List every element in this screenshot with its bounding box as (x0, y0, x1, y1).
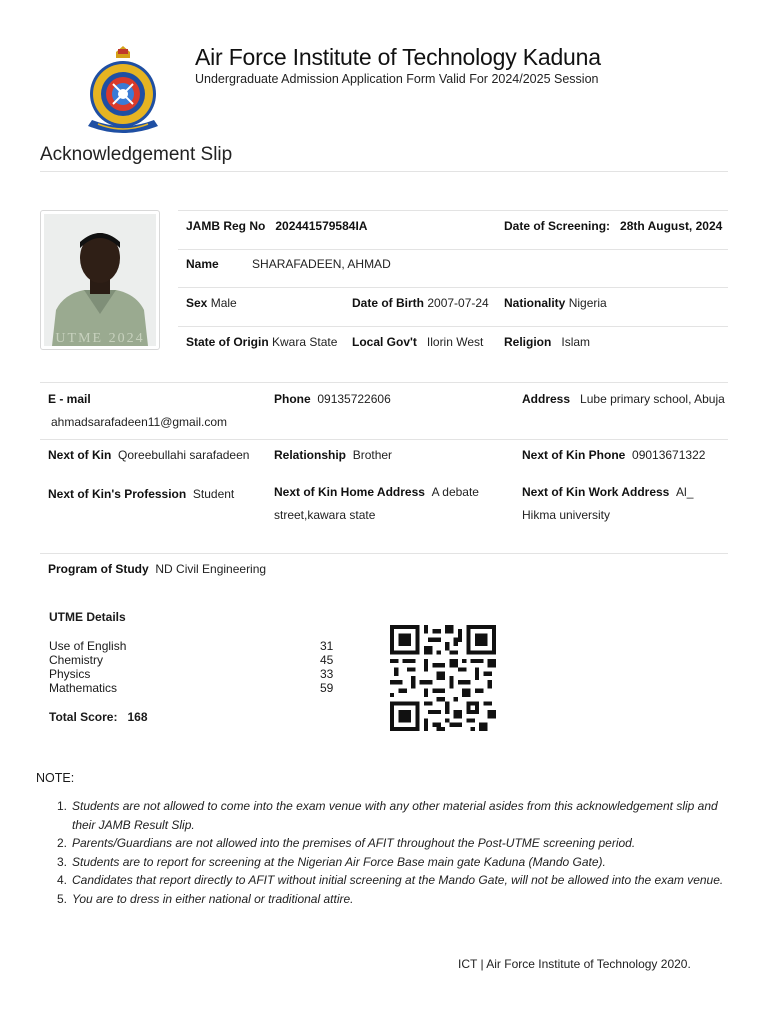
address-value: Lube primary school, Abuja (580, 392, 725, 406)
phone-value: 09135722606 (317, 392, 391, 406)
note-item: 5. You are to dress in either national or traditional attire. (57, 891, 354, 906)
state-of-origin (186, 335, 337, 349)
divider (40, 553, 728, 554)
note-text: Students are not allowed to come into the exam venue with any other material asides from this acknowledgement slip and their JAMB Result Slip. (72, 799, 718, 832)
total-score (49, 710, 148, 724)
applicant-photo (40, 210, 160, 350)
program-label: Program of Study (48, 562, 149, 576)
email-value: ahmadsarafadeen11@gmail.com (51, 415, 228, 429)
divider (178, 210, 728, 211)
institution-title: Air Force Institute of Technology Kaduna (195, 44, 601, 70)
address-label: Address (522, 392, 571, 406)
kin-value: Qoreebullahi sarafadeen (118, 448, 250, 462)
subject-name: Use of English (49, 639, 127, 653)
dob-value: 2007-07-24 (427, 296, 489, 310)
screening-date (504, 219, 722, 233)
form-subtitle: Undergraduate Admission Application Form Valid For 2024/2025 Session (195, 72, 599, 86)
program-of-study (48, 562, 266, 576)
divider (178, 287, 728, 288)
nationality-label: Nationality (504, 296, 566, 310)
date-of-birth (352, 296, 489, 310)
note-item: 4. Candidates that report directly to AFIT without initial screening at the Mando Gate, will not be allowed into the exam venue. (57, 873, 724, 887)
nationality-value: Nigeria (568, 296, 607, 310)
name-value: SHARAFADEEN, AHMAD (252, 257, 391, 271)
religion (504, 335, 590, 349)
phone-label: Phone (274, 392, 311, 406)
note-text: Candidates that report directly to AFIT without initial screening at the Mando Gate, will not be allowed into the exam venue. (72, 873, 724, 887)
jamb-reg-label: JAMB Reg No (186, 219, 266, 233)
kin-home-address (274, 481, 484, 527)
state-value: Kwara State (272, 335, 338, 349)
email-label-cell (48, 392, 91, 406)
kin-label: Next of Kin (48, 448, 112, 462)
slip-title: Acknowledgement Slip (40, 144, 233, 165)
subject-score: 45 (320, 653, 334, 667)
subject-name: Chemistry (49, 653, 104, 667)
state-label: State of Origin (186, 335, 269, 349)
kin-phone (522, 448, 705, 462)
sex-value: Male (210, 296, 237, 310)
kin-profession-label: Next of Kin's Profession (48, 487, 187, 501)
religion-value: Islam (561, 335, 591, 349)
kin-home-value: A debate street,kawara state (274, 485, 479, 522)
photo-watermark: UTME 2024 (55, 331, 145, 346)
subject-score: 59 (320, 681, 334, 695)
phone (274, 392, 391, 406)
note-item: 3. Students are to report for screening at the Nigerian Air Force Base main gate Kaduna (Mando Gate). (57, 854, 606, 869)
dob-label: Date of Birth (352, 296, 424, 310)
sex-label: Sex (186, 296, 208, 310)
jamb-reg-no (186, 219, 367, 233)
kin-phone-value: 09013671322 (632, 448, 706, 462)
footer-text: ICT | Air Force Institute of Technology 2020. (458, 957, 691, 971)
religion-label: Religion (504, 335, 552, 349)
lga-label: Local Gov't (352, 335, 417, 349)
kin-work-value: Al_ Hikma university (522, 485, 694, 522)
notes-list (57, 797, 732, 908)
divider (178, 326, 728, 327)
total-score-label: Total Score: (49, 710, 118, 724)
program-value: ND Civil Engineering (155, 562, 267, 576)
total-score-value: 168 (127, 710, 148, 724)
screening-value: 28th August, 2024 (620, 219, 723, 233)
applicant-name (186, 257, 391, 271)
sex (186, 296, 237, 310)
note-label: NOTE: (36, 771, 75, 785)
subject-score: 33 (320, 667, 334, 681)
screening-label: Date of Screening: (504, 219, 611, 233)
jamb-reg-value: 202441579584IA (275, 219, 368, 233)
relationship (274, 448, 392, 462)
kin-profession-value: Student (192, 487, 235, 501)
subject-name: Physics (49, 667, 91, 681)
utme-details-title: UTME Details (49, 610, 126, 624)
divider (40, 382, 728, 383)
relationship-label: Relationship (274, 448, 347, 462)
subject-score: 31 (320, 639, 334, 653)
lga-value: Ilorin West (426, 335, 484, 349)
note-item: 1. Students are not allowed to come into the exam venue with any other material asides from this acknowledgement slip and their JAMB Result Slip. (57, 799, 718, 832)
kin-work-label: Next of Kin Work Address (522, 485, 670, 499)
nationality (504, 296, 607, 310)
note-text: Students are to report for screening at the Nigerian Air Force Base main gate Kaduna (Mando Gate). (72, 854, 606, 869)
name-label: Name (186, 257, 219, 271)
relationship-value: Brother (352, 448, 393, 462)
divider (40, 171, 728, 172)
note-text: Parents/Guardians are not allowed into the premises of AFIT throughout the Post-UTME screening period. (72, 836, 636, 850)
applicant-portrait (44, 214, 156, 346)
kin-phone-label: Next of Kin Phone (522, 448, 626, 462)
address (522, 392, 725, 406)
subject-name: Mathematics (49, 681, 118, 695)
kin-work-address (522, 481, 728, 527)
divider (40, 439, 728, 440)
afit-crest-logo (86, 46, 160, 140)
note-text: You are to dress in either national or traditional attire. (72, 891, 354, 906)
divider (178, 249, 728, 250)
next-of-kin (48, 448, 249, 462)
email-label: E - mail (48, 392, 91, 406)
note-item: 2. Parents/Guardians are not allowed into the premises of AFIT throughout the Post-UTME screening period. (57, 836, 636, 850)
local-government (352, 335, 483, 349)
kin-profession (48, 487, 234, 501)
kin-home-label: Next of Kin Home Address (274, 485, 425, 499)
qr-code (390, 624, 496, 732)
